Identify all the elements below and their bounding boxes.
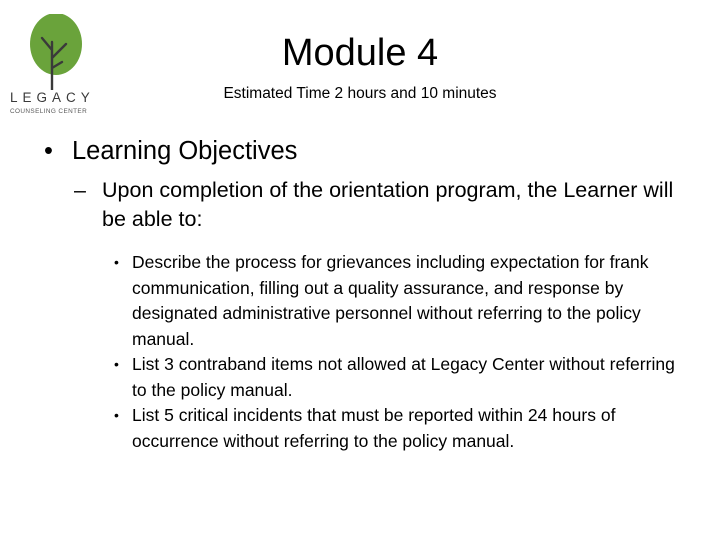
- objectives-list: [114, 250, 694, 454]
- list-item: [114, 250, 694, 352]
- page-title: Module 4: [281, 32, 439, 74]
- list-item: [114, 352, 694, 403]
- objective-text: List 3 contraband items not allowed at Legacy Center without referring to the policy manual.: [132, 354, 675, 400]
- bullet-marker: •: [114, 356, 119, 372]
- bullet-marker: •: [114, 407, 119, 423]
- level2-text: Upon completion of the orientation program, the Learner will be able to:: [102, 178, 674, 231]
- dash-marker: –: [74, 178, 86, 202]
- objective-text: Describe the process for grievances including expectation for frank communication, filling out a quality assurance, and response by designated administrative personnel without referring to the policy manual.: [132, 252, 649, 349]
- estimated-time: Estimated Time 2 hours and 10 minutes: [223, 85, 497, 102]
- logo-name: LEGACY: [10, 90, 95, 105]
- bullet-marker: •: [44, 137, 53, 165]
- logo-subtitle: COUNSELING CENTER: [10, 108, 88, 115]
- level1-text: Learning Objectives: [72, 137, 298, 165]
- list-item: [114, 403, 694, 454]
- bullet-marker: •: [114, 254, 119, 270]
- objective-text: List 5 critical incidents that must be reported within 24 hours of occurrence without referring to the policy manual.: [132, 405, 616, 451]
